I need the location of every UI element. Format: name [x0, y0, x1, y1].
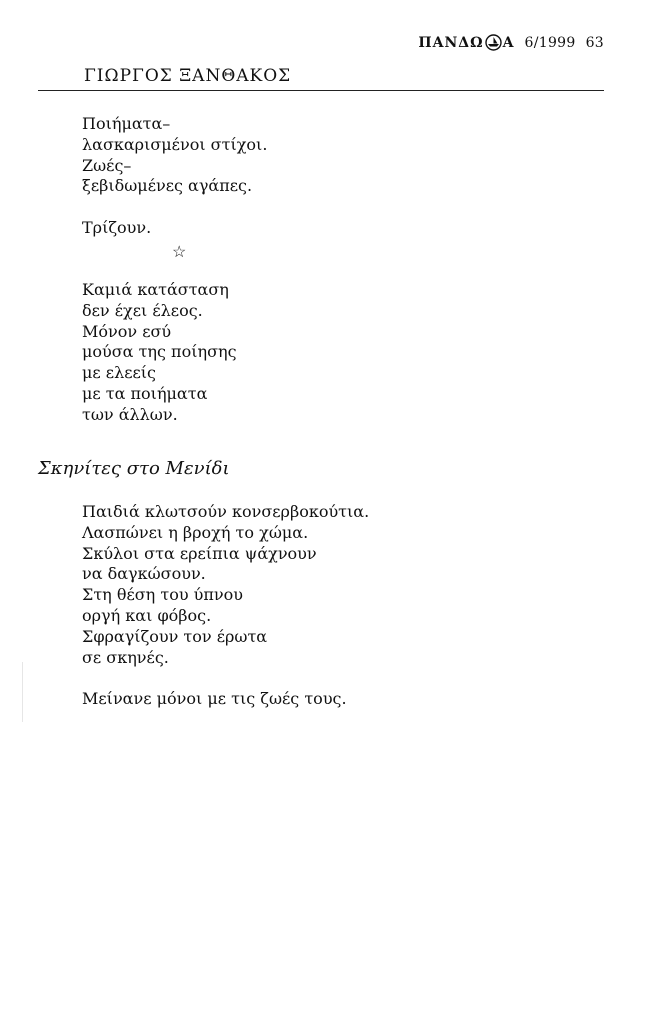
- poem-line: Ζωές–: [82, 155, 132, 175]
- poem-line: Τρίζουν.: [82, 217, 152, 237]
- poem-line: Καμιά κατάσταση: [82, 280, 229, 299]
- poem-line: σε σκηνές.: [82, 647, 169, 667]
- poem-line: Μείνανε μόνοι με τις ζωές τους.: [82, 689, 347, 709]
- running-header: [418, 34, 604, 51]
- poem-line: Μόνον εσύ: [82, 321, 172, 341]
- poem-line: να δαγκώσουν.: [82, 564, 206, 584]
- poem-line: Σκύλοι στα ερείπια ψάχνουν: [82, 543, 317, 563]
- poem-line: με ελεείς: [82, 363, 157, 383]
- poem-line: Παιδιά κλωτσούν κονσερβοκούτια.: [82, 502, 370, 521]
- journal-name-part2: Α: [502, 34, 515, 51]
- page-number: 63: [585, 34, 604, 51]
- poem-line: δεν έχει έλεος.: [82, 300, 203, 320]
- poem-2: [82, 280, 237, 426]
- stanza-gap: [82, 197, 267, 218]
- poem-1: [82, 114, 267, 239]
- poem-line: οργή και φόβος.: [82, 605, 212, 625]
- poem-line: μούσα της ποίησης: [82, 342, 237, 362]
- poem-line: Ποιήματα–: [82, 114, 171, 133]
- header-rule: [38, 90, 604, 91]
- poem-line: των άλλων.: [82, 404, 178, 424]
- author-name: ΓΙΩΡΓΟΣ ΞΑΝΘΑΚΟΣ: [84, 66, 292, 86]
- poem-line: Στη θέση του ύπνου: [82, 585, 243, 605]
- poem-3: [82, 502, 369, 710]
- boat-circle-icon: [485, 34, 502, 51]
- poem-line: με τα ποιήματα: [82, 383, 208, 403]
- poem-line: Λασπώνει η βροχή το χώμα.: [82, 522, 309, 542]
- star-separator: ☆: [172, 242, 187, 261]
- journal-name-part1: ΠΑΝΔΩ: [418, 34, 484, 51]
- scan-margin-mark: [22, 662, 23, 722]
- issue-number: 6/1999: [524, 34, 576, 51]
- poem-line: Σφραγίζουν τον έρωτα: [82, 626, 268, 646]
- poem-line: λασκαρισμένοι στίχοι.: [82, 134, 268, 154]
- poem-title: Σκηνίτες στο Μενίδι: [38, 458, 230, 479]
- journal-logo: [418, 34, 514, 51]
- poem-line: ξεβιδωμένες αγάπες.: [82, 176, 253, 196]
- stanza-gap: [82, 668, 369, 689]
